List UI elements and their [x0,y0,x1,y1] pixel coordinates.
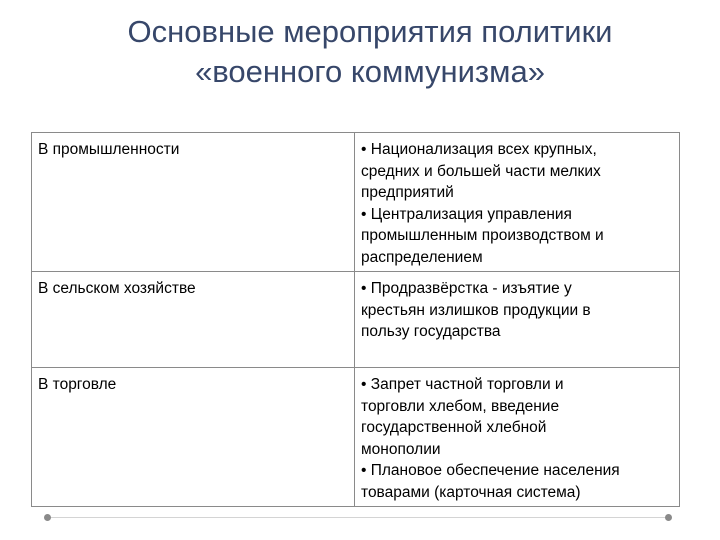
measure-line: промышленным производством и [361,227,604,244]
title-line-2: «военного коммунизма» [195,54,545,89]
table-row-industry [32,133,680,272]
table-row-agriculture [32,272,680,368]
footer-dot-left [44,514,51,521]
sector-cell: В сельском хозяйстве [32,272,355,368]
footer-dot-right [665,514,672,521]
measure-line: средних и большей части мелких [361,162,601,180]
measure-line: распределением [361,248,483,266]
measure-line: государственной хлебной [361,419,547,436]
measures-cell [355,133,680,272]
measure-line: • Национализация всех крупных, [361,141,597,158]
sector-cell: В торговле [32,368,355,507]
sector-cell: В промышленности [32,133,355,272]
measure-line: предприятий [361,184,454,201]
measure-line: крестьян излишков продукции в [361,301,591,319]
measure-line: торговли хлебом, введение [361,397,560,415]
policy-table [31,132,680,507]
measure-line: • Продразвёрстка - изъятие у [361,280,572,297]
measures-cell [355,368,680,507]
measure-line: товарами (карточная система) [361,483,581,501]
measure-line: • Плановое обеспечение населения [361,462,620,479]
measure-line: монополии [361,440,441,458]
measure-line: пользу государства [361,323,501,340]
measure-line: • Запрет частной торговли и [361,376,564,393]
slide-title [40,12,700,92]
footer-divider [47,517,669,518]
title-line-1: Основные мероприятия политики [127,14,613,49]
measures-cell [355,272,680,368]
measure-line: • Централизация управления [361,205,572,223]
table-row-trade [32,368,680,507]
